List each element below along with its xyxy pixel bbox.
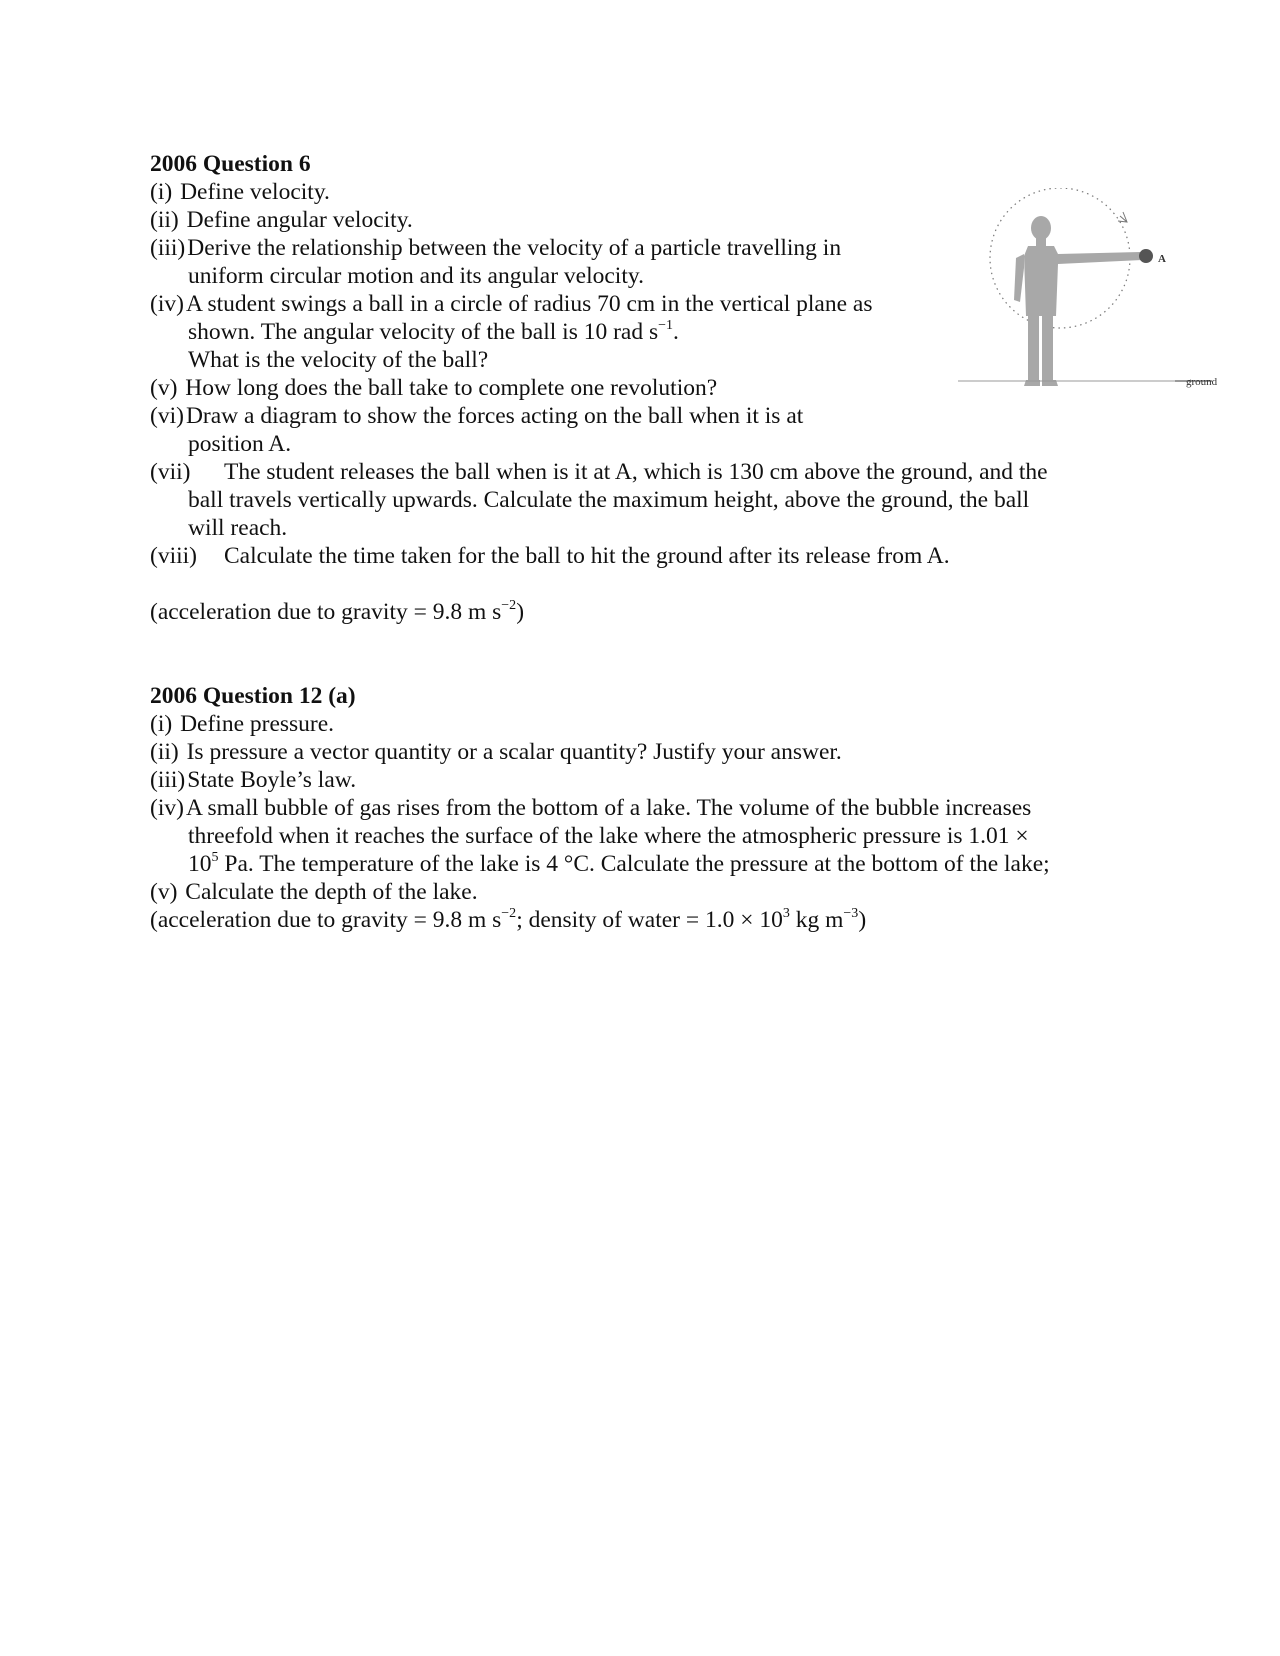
superscript: −1 <box>658 318 674 334</box>
q12-item-tag: (v) <box>150 879 178 905</box>
q6-item-text: Draw a diagram to show the forces acting on the ball when it is at <box>185 403 804 429</box>
note-text: ) <box>858 907 867 933</box>
student-swinging-ball-figure <box>950 188 1250 418</box>
q12-item-ii <box>150 738 842 766</box>
point-a-label: A <box>1158 253 1166 265</box>
superscript: −2 <box>501 906 517 922</box>
q6-item-i <box>150 178 330 206</box>
q12-item-iv-cont-1: threefold when it reaches the surface of the lake where the atmospheric pressure is 1.01 × <box>188 823 1029 849</box>
q6-item-iv-cont-2: What is the velocity of the ball? <box>188 347 489 373</box>
q6-gravity-note <box>150 598 524 626</box>
q6-item-tag: (viii) <box>150 543 197 569</box>
q6-item-tag: (v) <box>150 375 178 401</box>
q6-item-vi-cont: position A. <box>188 431 292 457</box>
q6-item-text: Derive the relationship between the velocity of a particle travelling in <box>187 235 842 261</box>
q6-item-text: How long does the ball take to complete one revolution? <box>185 375 718 401</box>
q12-item-text: Calculate the depth of the lake. <box>185 879 478 905</box>
q6-item-text: A student swings a ball in a circle of radius 70 cm in the vertical plane as <box>185 291 873 317</box>
q12-item-iv-cont-2 <box>188 850 1050 878</box>
q6-item-text: shown. The angular velocity of the ball is 10 rad s <box>188 319 659 345</box>
superscript: 5 <box>211 850 219 866</box>
q12-item-text: A small bubble of gas rises from the bottom of a lake. The volume of the bubble increases <box>185 795 1032 821</box>
q6-item-tag: (ii) <box>150 207 179 233</box>
superscript: −3 <box>843 906 859 922</box>
q6-item-tag: (vii) <box>150 459 191 485</box>
q6-item-vii-cont-2: will reach. <box>188 515 288 541</box>
note-text: kg m <box>789 907 844 933</box>
ball <box>1139 249 1153 263</box>
q6-item-vii <box>150 458 1048 486</box>
q6-item-viii <box>150 542 950 570</box>
q6-item-tag: (i) <box>150 179 173 205</box>
ground-label: ground <box>1186 376 1218 388</box>
q6-item-text: The student releases the ball when is it at A, which is 130 cm above the ground, and the <box>224 459 1048 485</box>
q12-item-text: Is pressure a vector quantity or a scalar quantity? Justify your answer. <box>186 739 842 765</box>
superscript: 3 <box>782 906 790 922</box>
q6-item-text: Calculate the time taken for the ball to hit the ground after its release from A. <box>224 543 950 569</box>
q12-item-tag: (ii) <box>150 739 179 765</box>
q12-item-text: State Boyle’s law. <box>187 767 357 793</box>
q12-item-i <box>150 710 334 738</box>
q6-item-text: Define angular velocity. <box>186 207 413 233</box>
q12-item-iv <box>150 794 1031 822</box>
q6-item-iii <box>150 234 841 262</box>
q12-constants-note <box>150 906 866 934</box>
q12-item-text: 10 <box>188 851 212 877</box>
q12-item-text: Define pressure. <box>180 711 335 737</box>
q6-item-ii <box>150 206 413 234</box>
note-text: (acceleration due to gravity = 9.8 m s <box>150 599 502 625</box>
q6-item-text: . <box>673 319 679 345</box>
q12-item-tag: (iii) <box>150 767 186 793</box>
q6-item-text: Define velocity. <box>180 179 330 205</box>
note-text: ) <box>516 599 525 625</box>
q6-item-tag: (iv) <box>150 291 184 317</box>
student-silhouette <box>1014 216 1142 386</box>
superscript: −2 <box>501 598 517 614</box>
q6-item-iii-cont: uniform circular motion and its angular velocity. <box>188 263 644 289</box>
direction-arrow-icon <box>1118 212 1127 222</box>
q12-item-v <box>150 878 478 906</box>
q6-item-v <box>150 374 717 402</box>
q6-item-iv-cont-1 <box>188 318 679 346</box>
q12-item-tag: (iv) <box>150 795 184 821</box>
q6-title: 2006 Question 6 <box>150 151 311 177</box>
q6-item-vi <box>150 402 803 430</box>
note-text: (acceleration due to gravity = 9.8 m s <box>150 907 502 933</box>
q12-item-tag: (i) <box>150 711 173 737</box>
note-text: ; density of water = 1.0 × 10 <box>516 907 783 933</box>
q6-item-iv <box>150 290 872 318</box>
q12-item-iii <box>150 766 356 794</box>
q12-title: 2006 Question 12 (a) <box>150 683 356 709</box>
q6-item-vii-cont-1: ball travels vertically upwards. Calculate the maximum height, above the ground, the ball <box>188 487 1030 513</box>
q6-item-tag: (vi) <box>150 403 184 429</box>
q12-item-text: Pa. The temperature of the lake is 4 °C. Calculate the pressure at the bottom of the lake; <box>218 851 1050 877</box>
q6-item-tag: (iii) <box>150 235 186 261</box>
